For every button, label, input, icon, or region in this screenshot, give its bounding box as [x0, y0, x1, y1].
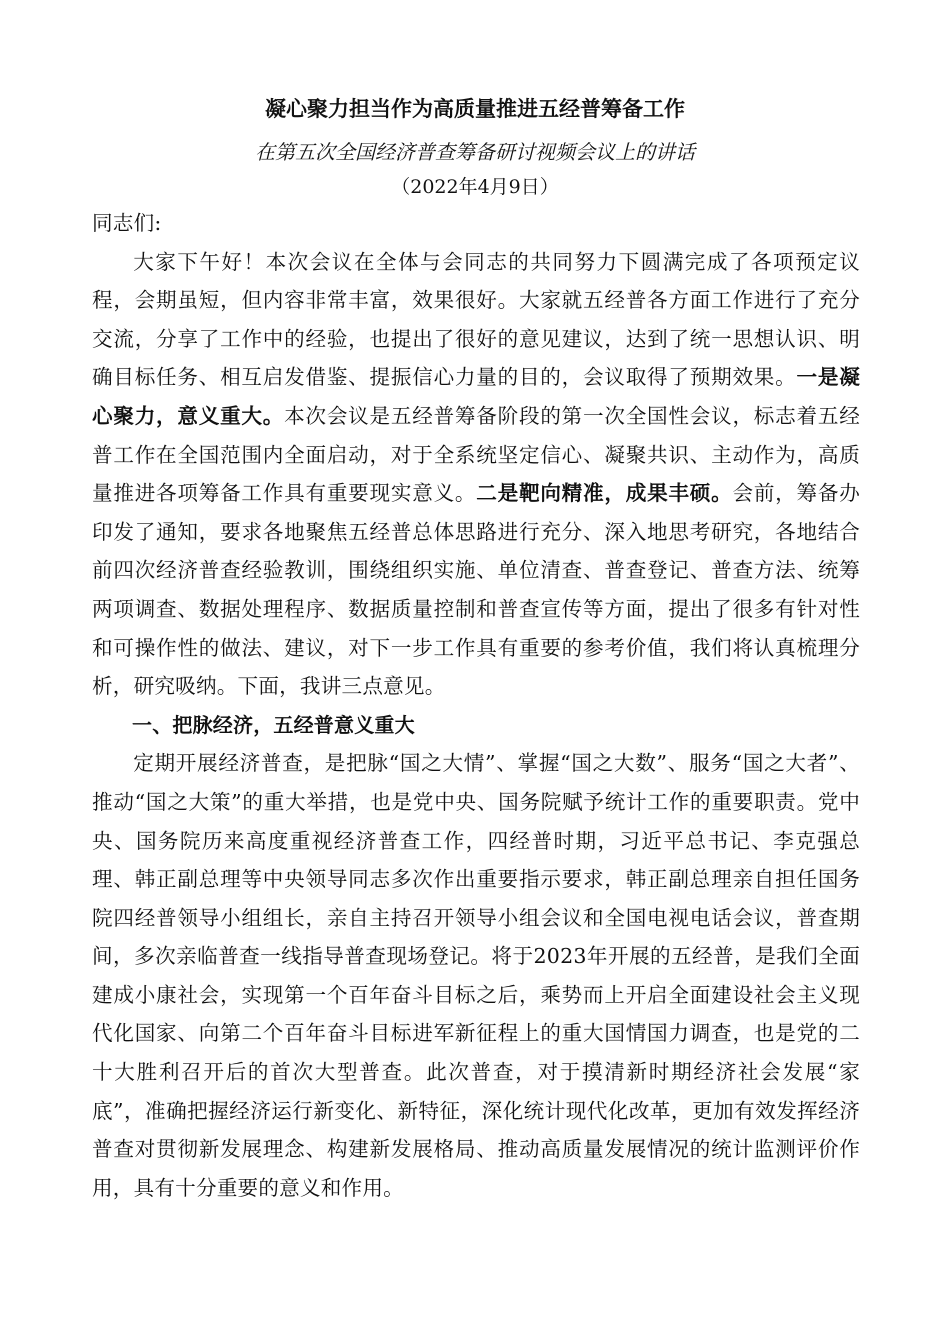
section-1-paragraph: 定期开展经济普查，是把脉“国之大情”、掌握“国之大数”、服务“国之大者”、推动“国之大策”的重大举措，也是党中央、国务院赋予统计工作的重要职责。党中央、国务院历来高度重视经济普查工作，四经普时期，习近平总书记、李克强总理、韩正副总理等中央领导同志多次作出重要指示要求，韩正副总理亲自担任国务院四经普领导小组组长，亲自主持召开领导小组会议和全国电视电话会议，普查期间，多次亲临普查一线指导普查现场登记。将于2023年开展的五经普，是我们全面建成小康社会，实现第一个百年奋斗目标之后，乘势而上开启全面建设社会主义现代化国家、向第二个百年奋斗目标进军新征程上的重大国情国力调查，也是党的二十大胜利召开后的首次大型普查。此次普查，对于摸清新时期经济社会发展“家底”，准确把握经济运行新变化、新特征，深化统计现代化改革，更加有效发挥经济普查对贯彻新发展理念、构建新发展格局、推动高质量发展情况的统计监测评价作用，具有十分重要的意义和作用。 — [92, 751, 860, 1200]
document-body — [92, 204, 860, 1207]
document-subtitle: 在第五次全国经济普查筹备研讨视频会议上的讲话 — [255, 140, 695, 164]
document-date: （2022年4月9日） — [391, 176, 559, 198]
opening-paragraph — [92, 243, 860, 706]
point-two-emphasis: 二是靶向精准，成果丰硕。 — [476, 481, 733, 506]
opening-paragraph-text-3: 会前，筹备办印发了通知，要求各地聚焦五经普总体思路进行充分、深入地思考研究，各地结合前四次经济普查经验教训，围绕组织实施、单位清查、普查登记、普查方法、统筹两项调查、数据处理程序、数据质量控制和普查宣传等方面，提出了很多有针对性和可操作性的做法、建议，对下一步工作具有重要的参考价值，我们将认真梳理分析，研究吸纳。下面，我讲三点意见。 — [92, 481, 861, 699]
opening-paragraph-text-2: 本次会议是五经普筹备阶段的第一次全国性会议，标志着五经普工作在全国范围内全面启动，对于全系统坚定信心、凝聚共识、主动作为，高质量推进各项筹备工作具有重要现实意义。 — [92, 403, 860, 506]
salutation: 同志们: — [92, 211, 162, 235]
section-heading-1: 一、把脉经济，五经普意义重大 — [132, 712, 415, 737]
document-title: 凝心聚力担当作为高质量推进五经普筹备工作 — [265, 96, 685, 121]
opening-paragraph-text-1: 大家下午好！本次会议在全体与会同志的共同努力下圆满完成了各项预定议程，会期虽短，但内容非常丰富，效果很好。大家就五经普各方面工作进行了充分交流，分享了工作中的经验，也提出了很好的意见建议，达到了统一思想认识、明确目标任务、相互启发借鉴、提振信心力量的目的，会议取得了预期效果。 — [92, 249, 860, 390]
point-one-emphasis: 一是凝心聚力，意义重大。 — [92, 365, 860, 428]
